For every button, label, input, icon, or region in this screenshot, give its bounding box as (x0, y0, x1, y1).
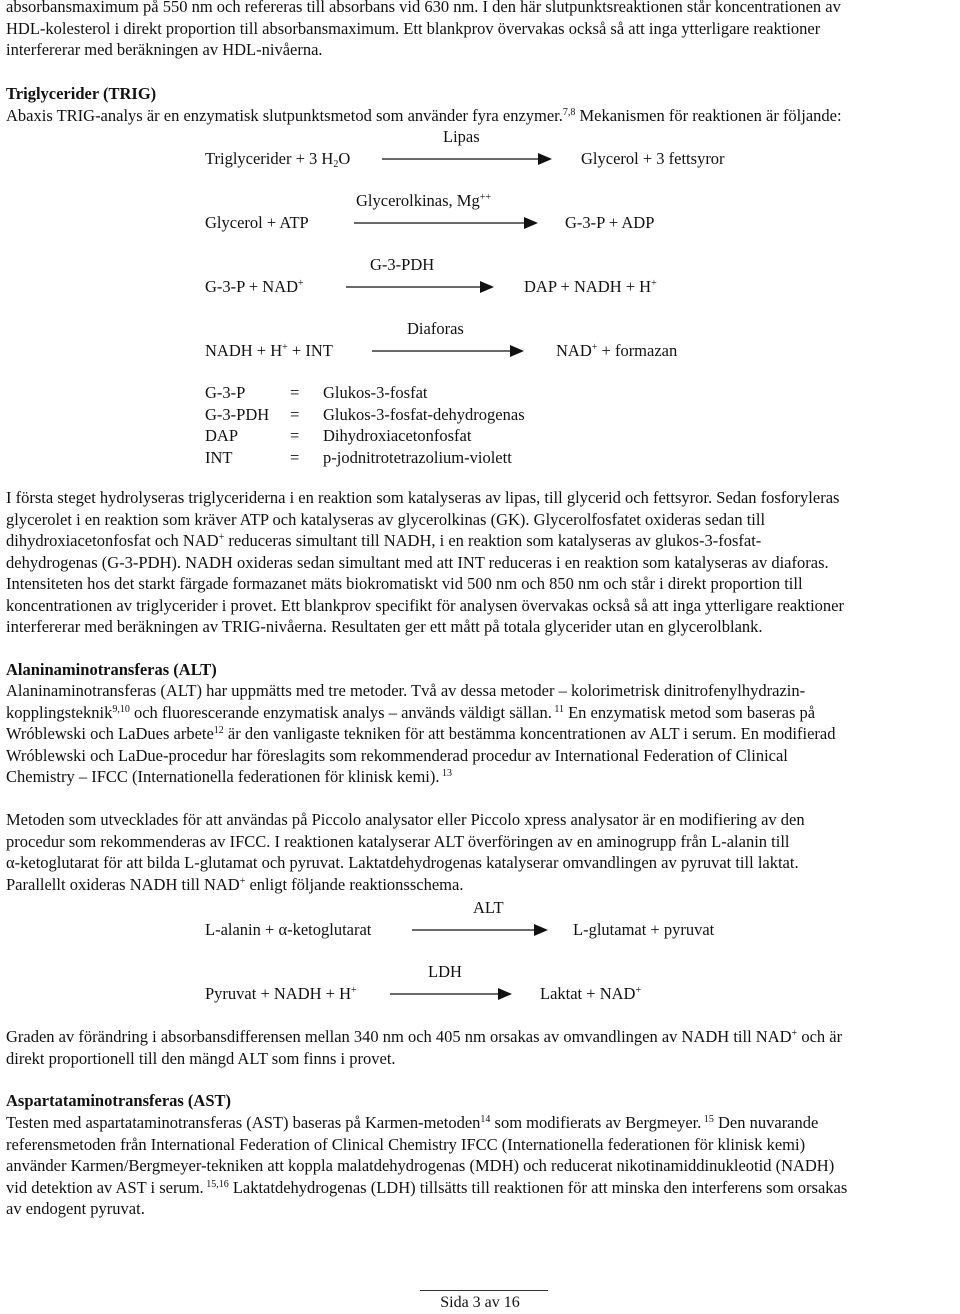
products: NAD+ + formazan (556, 341, 678, 360)
intro-line: HDL-kolesterol i direkt proportion till absorbansmaximum. Ett blankprov övervakas också så att inga ytterligare reaktioner (6, 18, 821, 38)
reaction-equation (0, 126, 960, 182)
reaction-arrow (390, 987, 512, 1001)
legend-abbreviation: G-3-PDH (205, 404, 270, 424)
trig-body-paragraph: I första steget hydrolyseras triglyceriderna i en reaktion som katalyseras av lipas, till glycerid och fettsyror. Sedan fosforyleras glycerolet i en reaktion som kräver ATP och katalyseras av glycerolkinas (GK). Glycerolfosfatet oxideras sedan till dihydroxiacetonfosfat och NAD+ reduceras simultant till NADH, i en reaktion som katalyseras av glukos-3-fosfat- dehydrogenas (G-3-PDH). NADH oxideras sedan simultant med att INT reduceras i en reaktion som katalyseras av diaforas. Intensiteten hos det starkt färgade formazanet mäts biokromatiskt vid 500 nm och 850 nm och står i direkt proportion till koncentrationen av triglycerider i provet. Ett blankprov specifikt för analysen övervakas också så att inga ytterligare reaktioner interfererar med beräkningen av TRIG-nivåerna. Resultaten ger ett mått på totala glycerider utan en glycerolblank. (6, 488, 844, 636)
products: Glycerol + 3 fettsyror (581, 149, 725, 168)
reference-marker: 12 (213, 725, 224, 736)
reaction-equation (0, 961, 960, 1017)
reference-marker: 15 (701, 1114, 714, 1125)
enzyme-label: Glycerolkinas, Mg++ (356, 191, 492, 210)
trig-heading: Triglycerider (TRIG) (6, 84, 157, 103)
reactants: NADH + H+ + INT (205, 341, 333, 360)
reactants: G-3-P + NAD+ (205, 277, 304, 296)
products: Laktat + NAD+ (540, 984, 642, 1003)
reference-marker: 9,10 (112, 703, 130, 715)
footer-divider (420, 1290, 548, 1291)
legend-equals: = (290, 426, 300, 445)
alt-paragraph-3: Graden av förändring i absorbansdifferensen mellan 340 nm och 405 nm orsakas av omvandlingen av NADH till NAD+ och är direkt proportionell till den mängd ALT som finns i provet. (6, 1027, 843, 1068)
intro-paragraph (6, 0, 954, 61)
reaction-arrow (346, 280, 494, 294)
reaction-equation (0, 254, 960, 310)
legend-abbreviation: G-3-P (205, 383, 246, 402)
page-number: Sida 3 av 16 (440, 1294, 520, 1311)
legend-definition: Glukos-3-fosfat (323, 383, 428, 402)
enzyme-label: LDH (428, 962, 462, 981)
reactants: Glycerol + ATP (205, 213, 309, 232)
trig-intro: Abaxis TRIG-analys är en enzymatisk slutpunktsmetod som använder fyra enzymer.$^{7,8}$ Mekanismen för reaktionen är följande: (6, 106, 842, 125)
enzyme-label: Diaforas (407, 319, 464, 338)
reference-marker: 14 (480, 1114, 491, 1125)
reaction-equation (0, 318, 960, 374)
ast-heading: Aspartataminotransferas (AST) (6, 1091, 232, 1110)
legend-abbreviation: DAP (205, 426, 239, 445)
ast-paragraph: Testen med aspartataminotransferas (AST) baseras på Karmen-metoden$^{14}$ som modifierats av Bergmeyer. $^{15}$ Den nuvarande referensmetoden från International Federation of Clinical Chemistry IFCC (Internationella federationen för klinisk kemi) använder Karmen/Bergmeyer-tekniken att koppla malatdehydrogenas (MDH) och reducerat nikotinamiddinukleotid (NADH) vid detektion av AST i serum. $^{15,16}$ Laktatdehydrogenas (LDH) tillsätts till reaktionen för att minska den interferens som orsakas av endogent pyruvat. (6, 1113, 848, 1218)
reference-marker: 13 (439, 768, 452, 779)
reaction-equation (0, 190, 960, 246)
enzyme-label: ALT (473, 898, 504, 917)
reactants: Triglycerider + 3 $H_2O$ (205, 149, 351, 170)
alt-heading: Alaninaminotransferas (ALT) (6, 660, 217, 679)
reaction-arrow (372, 344, 524, 358)
legend-equals: = (290, 383, 300, 402)
legend-definition: Glukos-3-fosfat-dehydrogenas (323, 404, 525, 424)
products: L-glutamat + pyruvat (573, 920, 715, 939)
intro-line: absorbansmaximum på 550 nm och refereras till absorbans vid 630 nm. I den här slutpunktsreaktionen står koncentrationen av (6, 0, 841, 16)
reference-marker: 15,16 (203, 1178, 229, 1190)
legend-definition: Dihydroxiacetonfosfat (323, 426, 472, 445)
legend-equals: = (290, 447, 300, 467)
reaction-arrow (354, 216, 538, 230)
alt-paragraph-2: Metoden som utvecklades för att användas på Piccolo analysator eller Piccolo xpress analysator är en modifiering av den procedur som rekommenderas av IFCC. I reaktionen katalyserar ALT överföringen av en aminogrupp från L-alanin till α-ketoglutarat för att bilda L-glutamat och pyruvat. Laktatdehydrogenas katalyserar omvandlingen av pyruvat till laktat. Parallellt oxideras NADH till NAD+ enligt följande reaktionsschema. (6, 810, 805, 894)
reactants: Pyruvat + NADH + H+ (205, 984, 357, 1003)
reaction-equation (0, 897, 960, 953)
enzyme-label: Lipas (443, 127, 480, 146)
reference-marker: 7,8 (562, 107, 576, 118)
products: DAP + NADH + H+ (524, 277, 657, 296)
legend-equals: = (290, 404, 300, 424)
reactants: L-alanin + α-ketoglutarat (205, 920, 372, 939)
alt-paragraph-1: Alaninaminotransferas (ALT) har uppmätts med tre metoder. Två av dessa metoder – kolorimetrisk dinitrofenylhydrazin- kopplingsteknik$^{9,10}$ och fluorescerande enzymatisk analys – används väldigt sällan. $^{11}$ En enzymatisk metod som baseras på Wróblewski och LaDues arbete$^{12}$ är den vanligaste tekniken för att bestämma koncentrationen av ALT i serum. En modifierad Wróblewski och LaDue-procedur har föreslagits som rekommenderad procedur av International Federation of Clinical Chemistry – IFCC (Internationella federationen för klinisk kemi). $^{13}$ (6, 681, 836, 786)
reaction-arrow (412, 923, 548, 937)
legend-abbreviation: INT (205, 447, 233, 467)
reaction-arrow (382, 152, 552, 166)
legend-definition: p-jodnitrotetrazolium-violett (323, 447, 512, 467)
enzyme-label: G-3-PDH (370, 255, 435, 274)
products: G-3-P + ADP (565, 213, 655, 232)
reference-marker: 11 (551, 703, 564, 715)
intro-line: interfererar med beräkningen av HDL-nivåerna. (6, 40, 323, 59)
